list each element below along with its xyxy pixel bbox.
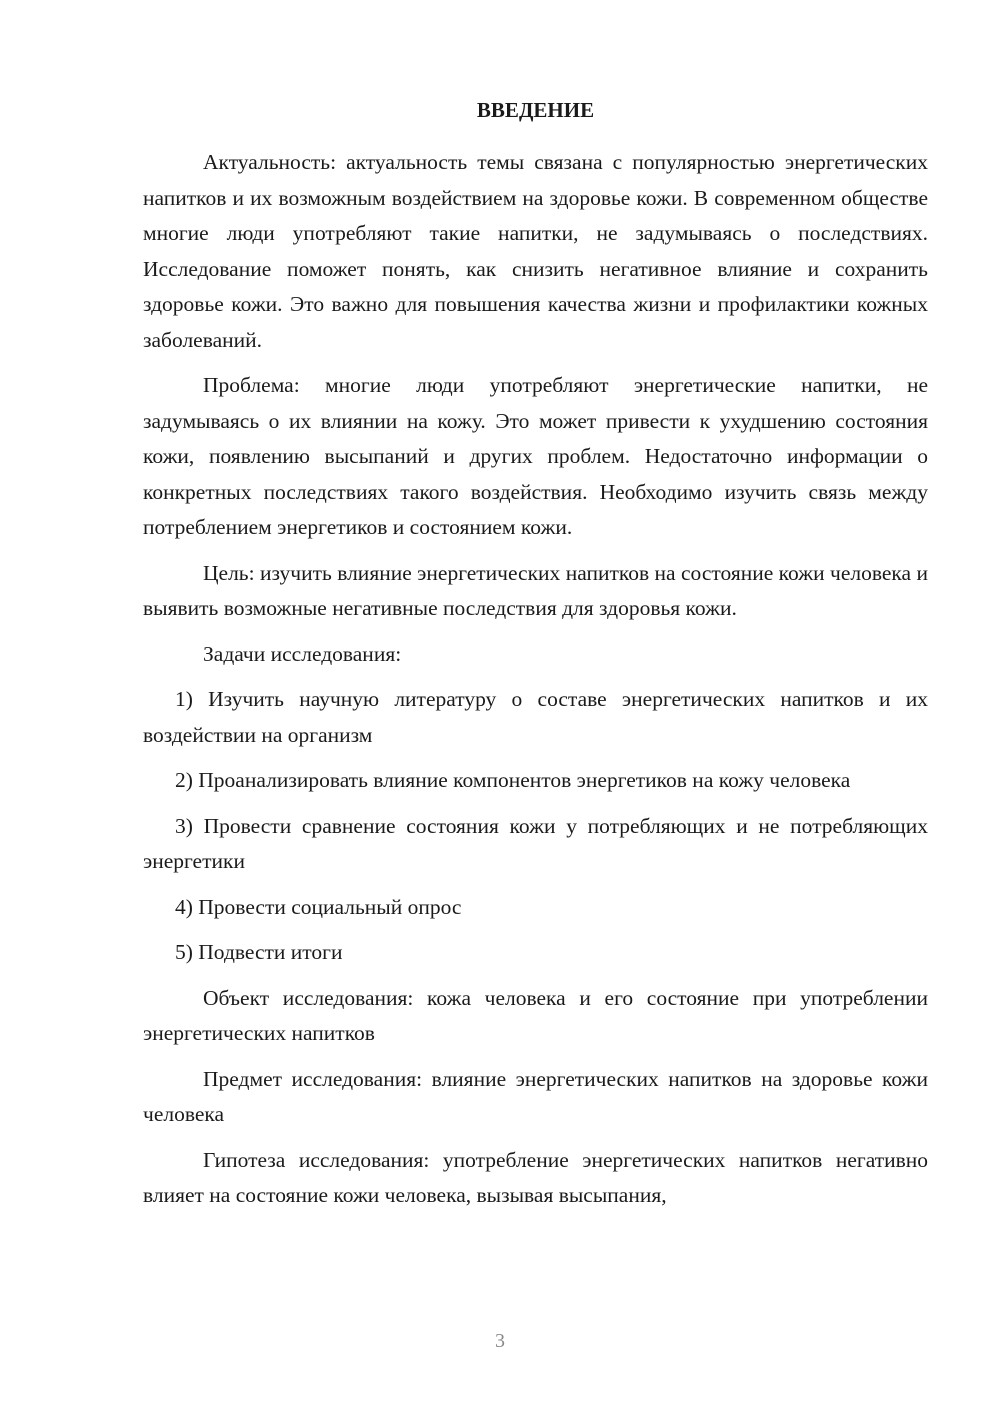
- document-page: [143, 90, 928, 1224]
- task-item: 1) Изучить научную литературу о составе энергетических напитков и их воздействии на организм: [143, 687, 928, 747]
- task-item: 2) Проанализировать влияние компонентов энергетиков на кожу человека: [175, 768, 851, 792]
- goal-paragraph: Цель: изучить влияние энергетических напитков на состояние кожи человека и выявить возможные негативные последствия для здоровья кожи.: [143, 560, 928, 620]
- tasks-heading: Задачи исследования:: [203, 641, 402, 666]
- task-item: 3) Провести сравнение состояния кожи у потребляющих и не потребляющих энергетики: [143, 813, 928, 873]
- object-paragraph: Объект исследования: кожа человека и его состояние при употреблении энергетических напитков: [143, 985, 928, 1045]
- hypothesis-paragraph: Гипотеза исследования: употребление энергетических напитков негативно влияет на состояние кожи человека, вызывая высыпания,: [143, 1147, 928, 1207]
- subject-paragraph: Предмет исследования: влияние энергетических напитков на здоровье кожи человека: [143, 1066, 928, 1126]
- section-title: ВВЕДЕНИЕ: [476, 98, 595, 122]
- page-number: 3: [495, 1330, 505, 1352]
- relevance-paragraph: Актуальность: актуальность темы связана с популярностью энергетических напитков и их возможным воздействием на здоровье кожи. В современном обществе многие люди употребляют такие напитки, не задумываясь о последствиях. Исследование поможет понять, как снизить негативное влияние и сохранить здоровье кожи. Это важно для повышения качества жизни и профилактики кожных заболеваний.: [143, 150, 928, 352]
- problem-paragraph: Проблема: многие люди употребляют энергетические напитки, не задумываясь о их влиянии на кожу. Это может привести к ухудшению состояния кожи, появлению высыпаний и других проблем. Недостаточно информации о конкретных последствиях такого воздействия. Необходимо изучить связь между потреблением энергетиков и состоянием кожи.: [143, 373, 928, 539]
- task-item: 4) Провести социальный опрос: [175, 894, 462, 919]
- task-item: 5) Подвести итоги: [175, 940, 343, 964]
